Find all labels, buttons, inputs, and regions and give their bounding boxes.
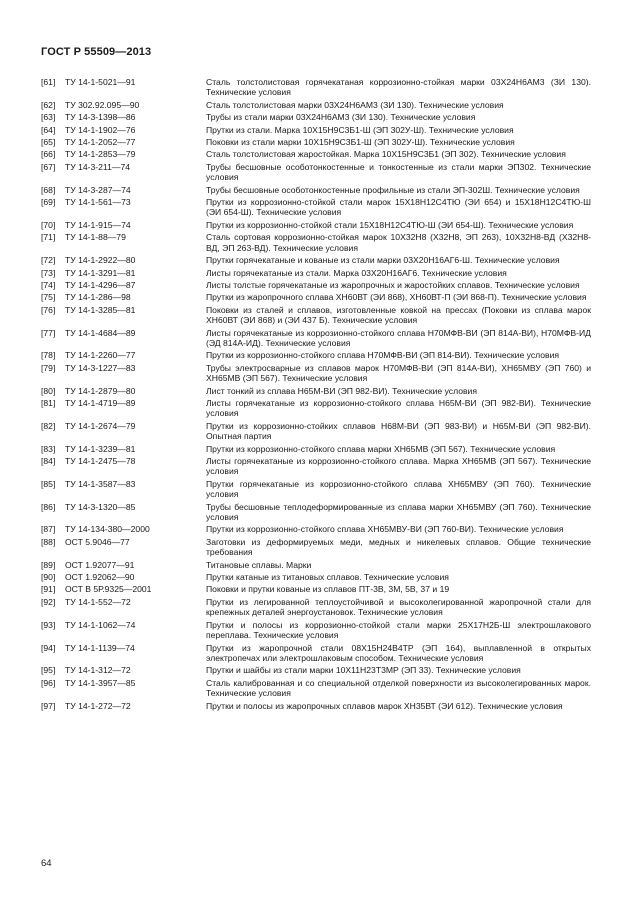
reference-number: [83]	[41, 443, 56, 454]
reference-title: Прутки из стали. Марка 10Х15Н9С3Б1-Ш (ЭП 302У-Ш). Технические условия	[206, 124, 514, 135]
reference-number: [68]	[41, 184, 56, 195]
reference-title: Прутки из легированной теплоустойчивой и высоколегированной жаропрочной стали для крепежных деталей энергоустановок. Технические условия	[206, 596, 591, 618]
reference-title: Трубы бесшовные теплодеформированные из сплава марки ХН65МВУ (ЭП 760). Технические условия	[206, 501, 591, 523]
reference-item	[41, 77, 591, 98]
reference-number: [90]	[41, 572, 56, 583]
reference-number: [97]	[41, 700, 56, 711]
reference-code: ТУ 14-1-5021—91	[65, 77, 136, 87]
reference-code: ТУ 14-1-2475—78	[65, 456, 136, 466]
reference-item	[41, 162, 591, 183]
reference-number: [73]	[41, 267, 56, 278]
reference-title: Прутки горячекатаные и кованые из стали марки 03Х20Н16АГ6-Ш. Технические условия	[206, 255, 560, 266]
reference-code: ТУ 14-1-552—72	[65, 596, 131, 607]
reference-title: Листы горячекатаные из коррозионно-стойкого сплава Н65М-ВИ (ЭП 982-ВИ). Технические условия	[206, 397, 591, 419]
reference-code: ТУ 14-1-915—74	[65, 219, 131, 230]
reference-code: ТУ 14-1-2853—79	[65, 149, 136, 160]
reference-title: Прутки из жаропрочной стали 08Х15Н24В4ТР (ЭП 164), выплавленной в открытых электропечах или электрошлаковым способом. Технические условия	[206, 642, 591, 663]
reference-title: Прутки из коррозионно-стойкой стали 15Х18Н12С4ТЮ-Ш (ЭИ 654-Ш). Технические условия	[206, 219, 574, 230]
reference-title: Сталь толстолистовая горячекатаная коррозионно-стойкая марки 03Х24Н6АМ3 (ЗИ 130). Технические условия	[206, 77, 591, 98]
reference-title: Листы горячекатаные из коррозионно-стойкого сплава Н70МФВ-ВИ (ЭП 814А-ВИ), Н70МФВ-ИД (ЭД 814А-ИД). Технические условия	[206, 327, 591, 348]
document-header: ГОСТ Р 55509—2013	[41, 46, 152, 58]
reference-number: [61]	[41, 77, 56, 87]
reference-title: Листы горячекатаные из коррозионно-стойкого сплава. Марка ХН65МВ (ЭП 567). Технические условия	[206, 456, 591, 477]
reference-item	[41, 456, 591, 477]
page-number: 64	[41, 858, 52, 869]
reference-item	[41, 398, 591, 419]
reference-item	[41, 678, 591, 699]
reference-code: ТУ 14-1-1902—76	[65, 124, 136, 135]
reference-title: Прутки из жаропрочного сплава ХН60ВТ (ЭИ 868), ХН60ВТ-П (ЭИ 868-П). Технические условия	[206, 292, 587, 303]
reference-code: ТУ 14-1-3285—81	[65, 304, 136, 315]
reference-code: ОСТ В 5Р.9325—2001	[65, 584, 152, 595]
bibliography-list	[41, 77, 591, 713]
reference-item	[41, 479, 591, 500]
reference-item	[41, 643, 591, 664]
reference-code: ТУ 14-1-272—72	[65, 700, 131, 711]
reference-number: [81]	[41, 397, 56, 408]
reference-item	[41, 125, 591, 135]
reference-number: [88]	[41, 536, 56, 547]
reference-item	[41, 350, 591, 360]
reference-item	[41, 255, 591, 265]
reference-number: [79]	[41, 362, 56, 373]
reference-code: ТУ 14-1-2052—77	[65, 137, 136, 148]
reference-number: [70]	[41, 219, 56, 230]
reference-item	[41, 137, 591, 147]
reference-title: Титановые сплавы. Марки	[206, 559, 312, 570]
reference-code: ТУ 14-1-2879—80	[65, 385, 136, 396]
reference-number: [64]	[41, 124, 56, 135]
reference-item	[41, 149, 591, 159]
reference-item	[41, 268, 591, 278]
reference-code: ТУ 14-3-211—74	[65, 161, 131, 172]
reference-number: [72]	[41, 255, 56, 266]
reference-number: [74]	[41, 279, 56, 290]
reference-title: Прутки и полосы из жаропрочных сплавов марок ХН35ВТ (ЭИ 612). Технические условия	[206, 700, 563, 711]
reference-title: Трубы электросварные из сплавов марок Н70МФВ-ВИ (ЭП 814А-ВИ), ХН65МВУ (ЭП 760) и ХН65МВ (ЭП 567). Технические условия	[206, 362, 591, 384]
reference-code: ТУ 14-1-3291—81	[65, 267, 136, 278]
reference-number: [92]	[41, 596, 56, 607]
reference-number: [87]	[41, 524, 56, 535]
reference-item	[41, 701, 591, 711]
reference-item	[41, 502, 591, 523]
reference-title: Сталь толстолистовая жаростойкая. Марка 10Х15Н9С3Б1 (ЭП 302). Технические условия	[206, 149, 566, 160]
reference-number: [66]	[41, 149, 56, 160]
reference-code: ТУ 14-1-561—73	[65, 197, 131, 208]
reference-code: ТУ 14-1-1062—74	[65, 619, 136, 630]
reference-number: [93]	[41, 619, 56, 630]
reference-item	[41, 444, 591, 454]
reference-number: [95]	[41, 665, 56, 676]
reference-title: Прутки из коррозионно-стойкой стали марок 15Х18Н12С4ТЮ (ЭИ 654) и 15Х18Н12С4ТЮ-Ш (ЭИ 654-Ш). Технические условия	[206, 197, 591, 218]
reference-item	[41, 584, 591, 594]
reference-code: ТУ 302.92.095—90	[65, 99, 140, 110]
reference-item	[41, 100, 591, 110]
reference-number: [86]	[41, 501, 56, 512]
reference-code: ТУ 14-1-3239—81	[65, 443, 136, 454]
reference-title: Заготовки из деформируемых меди, медных и никелевых сплавов. Общие технические требования	[206, 536, 591, 558]
reference-title: Сталь сортовая коррозионно-стойкая марок 10Х32Н8 (Х32Н8, ЭП 263), 10Х32Н8-ВД (Х32Н8-ВД, ЭП 263-ВД). Технические условия	[206, 232, 591, 253]
reference-number: [75]	[41, 292, 56, 303]
reference-item	[41, 305, 591, 326]
reference-item	[41, 363, 591, 384]
reference-number: [67]	[41, 161, 56, 172]
reference-item	[41, 560, 591, 570]
reference-code: ТУ 14-1-88—79	[65, 232, 126, 243]
reference-code: ТУ 14-1-4719—89	[65, 397, 136, 408]
reference-item	[41, 386, 591, 396]
reference-number: [84]	[41, 456, 56, 466]
reference-title: Прутки горячекатаные из коррозионно-стойкого сплава ХН65МВУ (ЭП 760). Технические условия	[206, 478, 591, 500]
reference-code: ОСТ 5.9046—77	[65, 536, 130, 547]
reference-code: ТУ 14-1-2922—80	[65, 255, 136, 266]
reference-title: Трубы из стали марки 03Х24Н6АМ3 (ЗИ 130). Технические условия	[206, 112, 476, 123]
reference-item	[41, 197, 591, 218]
reference-item	[41, 421, 591, 442]
reference-title: Прутки из коррозионно-стойкого сплава Н70МФВ-ВИ (ЭП 814-ВИ). Технические условия	[206, 350, 560, 361]
reference-item	[41, 185, 591, 195]
reference-item	[41, 112, 591, 122]
reference-title: Трубы бесшовные особотонкостенные и тонкостенные из стали марки ЭП302. Технические условия	[206, 161, 591, 183]
reference-number: [91]	[41, 584, 56, 595]
reference-number: [78]	[41, 350, 56, 361]
reference-title: Сталь толстолистовая марки 03Х24Н6АМ3 (ЗИ 130). Технические условия	[206, 99, 504, 110]
reference-title: Прутки из коррозионно-стойких сплавов Н68М-ВИ (ЭП 983-ВИ) и Н65М-ВИ (ЭП 982-ВИ). Опытная партия	[206, 420, 591, 442]
reference-item	[41, 665, 591, 675]
reference-item	[41, 328, 591, 349]
reference-code: ТУ 14-1-312—72	[65, 665, 131, 676]
reference-code: ТУ 14-1-4296—87	[65, 279, 136, 290]
reference-title: Листы горячекатаные из стали. Марка 03Х20Н16АГ6. Технические условия	[206, 267, 507, 278]
reference-number: [65]	[41, 137, 56, 148]
reference-title: Прутки из коррозионно-стойкого сплава ХН65МВУ-ВИ (ЭП 760-ВИ). Технические условия	[206, 524, 564, 535]
reference-title: Поковки из сталей и сплавов, изготовленные ковкой на прессах (Поковки из сплава марок ХН60ВТ (ЭИ 868) и (ЭИ 437 Б). Технические условия	[206, 304, 591, 326]
reference-title: Прутки из коррозионно-стойкого сплава марки ХН65МВ (ЭП 567). Технические условия	[206, 443, 556, 454]
reference-code: ТУ 14-1-2674—79	[65, 420, 136, 431]
reference-item	[41, 292, 591, 302]
reference-number: [63]	[41, 112, 56, 123]
reference-title: Прутки катаные из титановых сплавов. Технические условия	[206, 572, 449, 583]
reference-title: Поковки из стали марки 10Х15Н9С3Б1-Ш (ЭП 302У-Ш). Технические условия	[206, 137, 515, 148]
reference-number: [80]	[41, 385, 56, 396]
reference-title: Прутки и полосы из коррозионно-стойкой стали марки 25Х17Н2Б-Ш электрошлакового переплава. Технические условия	[206, 619, 591, 641]
reference-title: Прутки и шайбы из стали марки 10Х11Н23Т3МР (ЭП 33). Технические условия	[206, 665, 521, 676]
reference-item	[41, 220, 591, 230]
reference-code: ТУ 14-1-3957—85	[65, 677, 136, 688]
reference-code: ТУ 14-1-1139—74	[65, 642, 135, 653]
reference-code: ТУ 14-1-2260—77	[65, 350, 136, 361]
reference-code: ТУ 14-3-287—74	[65, 184, 131, 195]
reference-item	[41, 232, 591, 253]
reference-item	[41, 537, 591, 558]
reference-number: [69]	[41, 197, 56, 208]
reference-number: [85]	[41, 478, 56, 489]
reference-code: ТУ 14-1-3587—83	[65, 478, 136, 489]
reference-title: Листы толстые горячекатаные из жаропрочных и жаростойких сплавов. Технические условия	[206, 279, 580, 290]
reference-item	[41, 524, 591, 534]
reference-number: [62]	[41, 99, 56, 110]
reference-code: ТУ 14-3-1227—83	[65, 362, 136, 373]
reference-title: Трубы бесшовные особотонкостенные профильные из стали ЭП-302Ш. Технические условия	[206, 184, 580, 195]
reference-number: [82]	[41, 420, 56, 431]
reference-code: ТУ 14-3-1320—85	[65, 501, 136, 512]
reference-item	[41, 620, 591, 641]
reference-item	[41, 280, 591, 290]
reference-item	[41, 597, 591, 618]
reference-code: ОСТ 1.92062—90	[65, 572, 135, 583]
reference-code: ТУ 14-1-4684—89	[65, 327, 136, 338]
reference-number: [76]	[41, 304, 56, 315]
reference-number: [96]	[41, 677, 56, 688]
reference-code: ТУ 14-1-286—98	[65, 292, 131, 303]
reference-title: Поковки и прутки кованые из сплавов ПТ-3В, 3М, 5В, 37 и 19	[206, 584, 450, 595]
reference-code: ТУ 14-134-380—2000	[65, 524, 150, 535]
reference-code: ТУ 14-3-1398—86	[65, 112, 136, 123]
reference-number: [94]	[41, 642, 56, 653]
reference-number: [71]	[41, 232, 56, 243]
reference-title: Лист тонкий из сплава Н65М-ВИ (ЭП 982-ВИ). Технические условия	[206, 385, 478, 396]
reference-item	[41, 572, 591, 582]
reference-number: [89]	[41, 559, 56, 570]
reference-code: ОСТ 1.92077—91	[65, 559, 135, 570]
reference-number: [77]	[41, 327, 56, 338]
reference-title: Сталь калиброванная и со специальной отделкой поверхности из высоколегированных марок. Технические условия	[206, 677, 591, 699]
